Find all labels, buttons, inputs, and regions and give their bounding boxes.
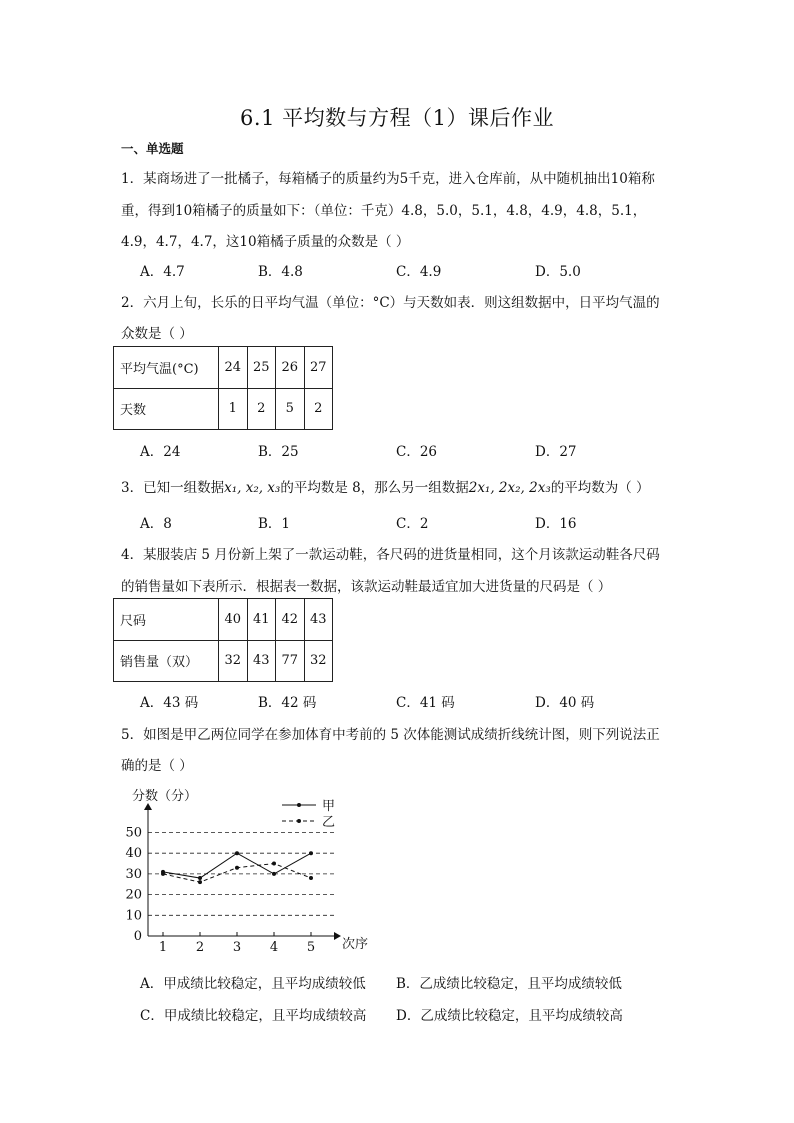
y-tick-label: 50 (125, 825, 142, 841)
x-tick-label: 1 (158, 940, 168, 955)
q4-line-2: 的销售量如下表所示．根据表一数据，该款运动鞋最适宜加大进货量的尺码是（ ） (121, 579, 612, 595)
q4-option-a: A．43 码 (140, 695, 199, 711)
series-line-1 (163, 853, 311, 878)
x-tick-label: 5 (306, 940, 316, 955)
q3-suffix: 的平均数为（ ） (550, 480, 650, 496)
q4-table-cell: 32 (304, 640, 333, 682)
q4-table-cell: 43 (247, 640, 276, 682)
y-tick-label: 20 (125, 887, 142, 903)
q5-line-1: 5．如图是甲乙两位同学在参加体育中考前的 5 次体能测试成绩折线统计图，则下列说法正 (121, 727, 660, 743)
q4-table-cell: 41 (247, 599, 276, 641)
q4-table-cell: 42 (276, 599, 305, 641)
legend-marker-1 (297, 803, 301, 807)
q4-option-d: D．40 码 (535, 695, 595, 711)
q3-option-d: D．16 (535, 516, 577, 532)
q2-table (113, 346, 333, 430)
q4-option-b: B．42 码 (258, 695, 317, 711)
q1-line-1: 1．某商场进了一批橘子，每箱橘子的质量约为5千克，进入仓库前，从中随机抽出10箱称 (121, 171, 655, 187)
q5-option-a: A．甲成绩比较稳定，且平均成绩较低 (140, 976, 366, 992)
y-tick-label: 40 (125, 846, 142, 862)
q5-option-b: B．乙成绩比较稳定，且平均成绩较低 (396, 976, 622, 992)
q2-option-d: D．27 (535, 444, 577, 460)
y-tick-label: 0 (133, 929, 142, 944)
q2-table-head-days: 天数 (114, 388, 219, 430)
legend-marker-2 (297, 819, 301, 823)
q3-vars-1: x₁, x₂, x₃ (224, 480, 281, 496)
series-point-1 (235, 851, 239, 855)
q2-line-1: 2．六月上旬，长乐的日平均气温（单位：°C）与天数如表．则这组数据中，日平均气温的 (121, 295, 660, 311)
y-tick-label: 10 (125, 908, 142, 924)
q2-option-b: B．25 (258, 444, 299, 460)
q3-option-a: A．8 (140, 516, 172, 532)
q1-line-2: 重，得到10箱橘子的质量如下：（单位：千克）4.8，5.0，5.1，4.8，4.9，4.8，5.1， (121, 203, 647, 219)
x-axis-label: 次序 (342, 937, 369, 952)
legend-label-2: 乙 (322, 815, 336, 830)
q1-option-d: D．5.0 (535, 264, 581, 280)
q4-line-1: 4．某服装店 5 月份新上架了一款运动鞋，各尺码的进货量相同，这个月该款运动鞋各尺码 (121, 547, 660, 563)
q2-table-head-temp: 平均气温(°C) (114, 347, 219, 389)
x-tick-label: 4 (269, 940, 279, 955)
series-point-1 (272, 872, 276, 876)
q2-table-cell: 5 (276, 388, 305, 430)
q3-prefix: 3．已知一组数据 (121, 480, 225, 496)
series-point-2 (309, 876, 313, 880)
q3-line (121, 476, 650, 496)
q3-vars-2: 2x₁, 2x₂, 2x₃ (468, 480, 551, 496)
q2-table-cell: 27 (304, 347, 333, 389)
q2-table-cell: 24 (219, 347, 248, 389)
q4-table-cell: 32 (219, 640, 248, 682)
q3-option-c: C．2 (396, 516, 429, 532)
q1-option-a: A．4.7 (140, 264, 185, 280)
q2-table-cell: 2 (247, 388, 276, 430)
q2-option-c: C．26 (396, 444, 438, 460)
y-tick-label: 30 (125, 866, 142, 882)
x-tick-label: 3 (232, 940, 242, 955)
q3-option-b: B．1 (258, 516, 291, 532)
q2-table-cell: 25 (247, 347, 276, 389)
q5-option-d: D．乙成绩比较稳定，且平均成绩较高 (396, 1008, 623, 1024)
q2-table-cell: 2 (304, 388, 333, 430)
series-point-1 (309, 851, 313, 855)
series-point-2 (272, 862, 276, 866)
q1-option-c: C．4.9 (396, 264, 442, 280)
q4-table-head-sales: 销售量（双） (114, 640, 219, 682)
series-point-2 (161, 872, 165, 876)
y-axis-label: 分数（分） (132, 789, 198, 804)
q4-table-cell: 77 (276, 640, 305, 682)
line-chart (118, 782, 398, 960)
q2-option-a: A．24 (140, 444, 181, 460)
q1-option-b: B．4.8 (258, 264, 303, 280)
q4-table-cell: 40 (219, 599, 248, 641)
q4-table-cell: 43 (304, 599, 333, 641)
q4-option-c: C．41 码 (396, 695, 455, 711)
q1-line-3: 4.9，4.7，4.7，这10箱橘子质量的众数是（ ） (121, 234, 410, 250)
q4-table (113, 598, 333, 682)
series-point-2 (235, 866, 239, 870)
q5-option-c: C．甲成绩比较稳定，且平均成绩较高 (140, 1008, 367, 1024)
q4-table-head-size: 尺码 (114, 599, 219, 641)
legend-label-1: 甲 (322, 799, 336, 814)
q2-table-cell: 26 (276, 347, 305, 389)
q2-line-2: 众数是（ ） (121, 326, 193, 342)
q5-line-2: 确的是（ ） (121, 758, 193, 774)
section-heading: 一、单选题 (121, 141, 184, 156)
x-tick-label: 2 (195, 940, 205, 955)
series-point-2 (198, 880, 202, 884)
series-point-1 (198, 876, 202, 880)
q2-table-cell: 1 (219, 388, 248, 430)
page-title: 6.1 平均数与方程（1）课后作业 (240, 106, 554, 130)
q3-mid: 的平均数是 8，那么另一组数据 (280, 480, 469, 496)
